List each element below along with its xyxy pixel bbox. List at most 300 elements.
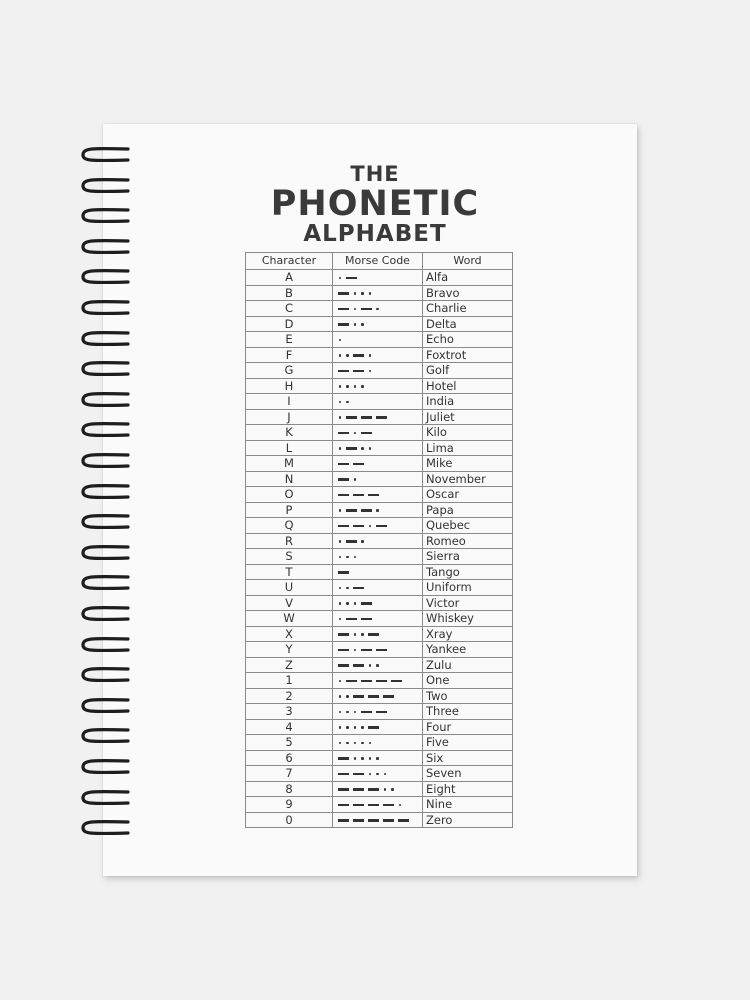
morse-dot: [361, 757, 364, 760]
table-row: [246, 425, 513, 441]
morse-dash: [361, 602, 372, 605]
morse-dash: [338, 525, 349, 528]
spiral-coil: [80, 544, 132, 562]
morse-dot: [399, 804, 402, 807]
word-cell: Romeo: [423, 533, 513, 549]
character-cell: Q: [246, 518, 333, 534]
spiral-coil: [80, 268, 132, 286]
morse-dash: [353, 788, 364, 791]
morse-dot: [369, 370, 372, 373]
morse-dash: [361, 711, 372, 714]
morse-dash: [353, 587, 364, 590]
morse-dash: [353, 354, 364, 357]
morse-dot: [339, 385, 342, 388]
morse-code-cell: [333, 626, 423, 642]
morse-dash: [353, 494, 364, 497]
morse-dot: [346, 354, 349, 357]
morse-dot: [339, 401, 342, 404]
morse-code-cell: [333, 394, 423, 410]
morse-dot: [339, 695, 342, 698]
character-cell: J: [246, 409, 333, 425]
table-row: [246, 642, 513, 658]
word-cell: November: [423, 471, 513, 487]
morse-dot: [354, 633, 357, 636]
word-cell: Golf: [423, 363, 513, 379]
character-cell: 9: [246, 797, 333, 813]
morse-dash: [346, 509, 357, 512]
morse-dot: [361, 292, 364, 295]
table-row: [246, 812, 513, 828]
title-phonetic: PHONETIC: [270, 184, 480, 224]
morse-dot: [354, 432, 357, 435]
morse-dash: [338, 773, 349, 776]
word-cell: Alfa: [423, 270, 513, 286]
spiral-coil: [80, 605, 132, 623]
character-cell: D: [246, 316, 333, 332]
morse-dot: [376, 773, 379, 776]
morse-dash: [383, 819, 394, 822]
morse-code-cell: [333, 797, 423, 813]
morse-dot: [354, 602, 357, 605]
character-cell: 1: [246, 673, 333, 689]
morse-dash: [338, 804, 349, 807]
word-cell: Kilo: [423, 425, 513, 441]
character-cell: 2: [246, 688, 333, 704]
morse-dot: [361, 726, 364, 729]
table-row: [246, 766, 513, 782]
table-row: [246, 409, 513, 425]
morse-dot: [354, 757, 357, 760]
table-row: [246, 378, 513, 394]
spiral-coil: [80, 207, 132, 225]
morse-dot: [369, 664, 372, 667]
morse-dot: [391, 788, 394, 791]
morse-code-cell: [333, 316, 423, 332]
header-morse-code: Morse Code: [333, 253, 423, 270]
morse-dot: [369, 354, 372, 357]
morse-code-cell: [333, 471, 423, 487]
morse-dash: [368, 695, 379, 698]
character-cell: 5: [246, 735, 333, 751]
spiral-coil: [80, 177, 132, 195]
character-cell: B: [246, 285, 333, 301]
spiral-coil: [80, 727, 132, 745]
word-cell: Seven: [423, 766, 513, 782]
character-cell: N: [246, 471, 333, 487]
morse-dash: [338, 649, 349, 652]
morse-dot: [361, 742, 364, 745]
morse-dash: [346, 618, 357, 621]
word-cell: Nine: [423, 797, 513, 813]
morse-dash: [353, 804, 364, 807]
morse-dot: [346, 556, 349, 559]
morse-dash: [368, 494, 379, 497]
table-row: [246, 518, 513, 534]
character-cell: R: [246, 533, 333, 549]
table-row: [246, 688, 513, 704]
morse-dash: [383, 695, 394, 698]
morse-dash: [338, 292, 349, 295]
spiral-coil: [80, 513, 132, 531]
morse-dot: [361, 633, 364, 636]
table-row: [246, 502, 513, 518]
word-cell: Six: [423, 750, 513, 766]
table-row: [246, 781, 513, 797]
morse-dot: [361, 385, 364, 388]
morse-dash: [353, 370, 364, 373]
morse-code-cell: [333, 440, 423, 456]
morse-dot: [376, 664, 379, 667]
morse-dash: [361, 416, 372, 419]
morse-dot: [339, 354, 342, 357]
morse-dot: [369, 525, 372, 528]
title-the: THE: [350, 162, 400, 186]
table-row: [246, 471, 513, 487]
morse-code-cell: [333, 688, 423, 704]
word-cell: Xray: [423, 626, 513, 642]
word-cell: Foxtrot: [423, 347, 513, 363]
table-row: [246, 704, 513, 720]
morse-code-cell: [333, 533, 423, 549]
morse-dot: [354, 711, 357, 714]
morse-dot: [339, 509, 342, 512]
table-row: [246, 797, 513, 813]
table-row: [246, 363, 513, 379]
word-cell: Uniform: [423, 580, 513, 596]
morse-code-cell: [333, 735, 423, 751]
word-cell: Charlie: [423, 301, 513, 317]
word-cell: India: [423, 394, 513, 410]
spiral-coil: [80, 299, 132, 317]
spiral-coil: [80, 483, 132, 501]
morse-dash: [368, 726, 379, 729]
morse-dash: [338, 571, 349, 574]
morse-dash: [338, 323, 349, 326]
morse-code-cell: [333, 270, 423, 286]
morse-dash: [338, 819, 349, 822]
word-cell: Echo: [423, 332, 513, 348]
morse-code-cell: [333, 285, 423, 301]
character-cell: S: [246, 549, 333, 565]
morse-dot: [354, 742, 357, 745]
character-cell: Z: [246, 657, 333, 673]
title-alphabet: ALPHABET: [303, 221, 447, 247]
morse-dash: [368, 819, 379, 822]
morse-dot: [354, 308, 357, 311]
table-row: [246, 285, 513, 301]
morse-dot: [369, 757, 372, 760]
morse-dot: [354, 323, 357, 326]
table-header-row: [246, 253, 513, 270]
morse-dot: [339, 416, 342, 419]
morse-dot: [346, 385, 349, 388]
morse-dash: [368, 788, 379, 791]
morse-code-cell: [333, 564, 423, 580]
spiral-coil: [80, 330, 132, 348]
spiral-coil: [80, 360, 132, 378]
word-cell: Oscar: [423, 487, 513, 503]
morse-dash: [361, 649, 372, 652]
morse-dash: [398, 819, 409, 822]
morse-dot: [339, 339, 342, 342]
morse-dot: [354, 292, 357, 295]
phonetic-table: [245, 252, 513, 828]
character-cell: 3: [246, 704, 333, 720]
word-cell: Yankee: [423, 642, 513, 658]
morse-code-cell: [333, 657, 423, 673]
morse-code-cell: [333, 301, 423, 317]
morse-code-cell: [333, 425, 423, 441]
character-cell: E: [246, 332, 333, 348]
character-cell: P: [246, 502, 333, 518]
character-cell: V: [246, 595, 333, 611]
spiral-binding: [80, 140, 132, 860]
morse-dash: [361, 618, 372, 621]
morse-code-cell: [333, 719, 423, 735]
character-cell: 0: [246, 812, 333, 828]
morse-dash: [361, 308, 372, 311]
morse-dash: [361, 680, 372, 683]
morse-code-cell: [333, 409, 423, 425]
morse-dot: [339, 556, 342, 559]
morse-dot: [346, 587, 349, 590]
morse-dot: [339, 587, 342, 590]
character-cell: I: [246, 394, 333, 410]
morse-dash: [361, 432, 372, 435]
table-row: [246, 750, 513, 766]
spiral-coil: [80, 452, 132, 470]
table-row: [246, 549, 513, 565]
morse-dot: [339, 277, 342, 280]
morse-dash: [376, 525, 387, 528]
spiral-coil: [80, 391, 132, 409]
morse-dash: [376, 649, 387, 652]
morse-dash: [346, 277, 357, 280]
morse-dash: [338, 664, 349, 667]
word-cell: Juliet: [423, 409, 513, 425]
word-cell: Sierra: [423, 549, 513, 565]
word-cell: Two: [423, 688, 513, 704]
table-row: [246, 657, 513, 673]
spiral-coil: [80, 819, 132, 837]
table-row: [246, 456, 513, 472]
morse-dash: [383, 804, 394, 807]
morse-dot: [384, 788, 387, 791]
morse-dot: [354, 478, 357, 481]
morse-dot: [339, 540, 342, 543]
table-row: [246, 316, 513, 332]
character-cell: 6: [246, 750, 333, 766]
morse-dot: [346, 711, 349, 714]
table-row: [246, 626, 513, 642]
table-row: [246, 440, 513, 456]
character-cell: 7: [246, 766, 333, 782]
morse-dash: [338, 370, 349, 373]
morse-code-cell: [333, 487, 423, 503]
morse-dash: [376, 416, 387, 419]
morse-dot: [346, 401, 349, 404]
spiral-coil: [80, 238, 132, 256]
header-word: Word: [423, 253, 513, 270]
morse-dot: [376, 757, 379, 760]
morse-dash: [346, 540, 357, 543]
word-cell: Lima: [423, 440, 513, 456]
spiral-coil: [80, 636, 132, 654]
character-cell: F: [246, 347, 333, 363]
character-cell: G: [246, 363, 333, 379]
table-row: [246, 735, 513, 751]
morse-code-cell: [333, 456, 423, 472]
morse-dot: [361, 447, 364, 450]
morse-dot: [339, 711, 342, 714]
word-cell: Papa: [423, 502, 513, 518]
morse-dot: [346, 726, 349, 729]
morse-dash: [338, 633, 349, 636]
morse-code-cell: [333, 378, 423, 394]
spiral-coil: [80, 789, 132, 807]
morse-dash: [391, 680, 402, 683]
character-cell: C: [246, 301, 333, 317]
morse-dot: [339, 618, 342, 621]
morse-code-cell: [333, 642, 423, 658]
morse-dot: [339, 726, 342, 729]
morse-code-cell: [333, 611, 423, 627]
table-row: [246, 673, 513, 689]
character-cell: 8: [246, 781, 333, 797]
spiral-coil: [80, 574, 132, 592]
spiral-coil: [80, 421, 132, 439]
morse-code-cell: [333, 750, 423, 766]
morse-dot: [369, 292, 372, 295]
morse-code-cell: [333, 518, 423, 534]
word-cell: Delta: [423, 316, 513, 332]
morse-code-cell: [333, 766, 423, 782]
character-cell: T: [246, 564, 333, 580]
morse-dash: [361, 509, 372, 512]
table-row: [246, 564, 513, 580]
table-row: [246, 595, 513, 611]
table-row: [246, 301, 513, 317]
morse-code-cell: [333, 363, 423, 379]
morse-code-cell: [333, 549, 423, 565]
morse-dash: [353, 664, 364, 667]
character-cell: M: [246, 456, 333, 472]
morse-dash: [346, 416, 357, 419]
morse-dash: [353, 463, 364, 466]
table-row: [246, 533, 513, 549]
morse-code-cell: [333, 332, 423, 348]
spiral-coil: [80, 146, 132, 164]
word-cell: Tango: [423, 564, 513, 580]
morse-dot: [354, 726, 357, 729]
morse-dash: [353, 773, 364, 776]
character-cell: H: [246, 378, 333, 394]
morse-dot: [346, 742, 349, 745]
morse-dot: [346, 602, 349, 605]
morse-code-cell: [333, 812, 423, 828]
table-row: [246, 487, 513, 503]
table-row: [246, 347, 513, 363]
morse-dot: [361, 323, 364, 326]
word-cell: Quebec: [423, 518, 513, 534]
morse-dash: [353, 525, 364, 528]
morse-dash: [353, 695, 364, 698]
morse-dot: [376, 308, 379, 311]
morse-dot: [339, 742, 342, 745]
morse-dot: [369, 742, 372, 745]
word-cell: Zero: [423, 812, 513, 828]
word-cell: Zulu: [423, 657, 513, 673]
morse-code-cell: [333, 502, 423, 518]
character-cell: A: [246, 270, 333, 286]
morse-dot: [339, 447, 342, 450]
morse-dot: [354, 649, 357, 652]
word-cell: Four: [423, 719, 513, 735]
morse-code-cell: [333, 673, 423, 689]
spiral-coil: [80, 758, 132, 776]
morse-dot: [384, 773, 387, 776]
word-cell: Eight: [423, 781, 513, 797]
morse-dash: [338, 432, 349, 435]
morse-dash: [338, 757, 349, 760]
word-cell: One: [423, 673, 513, 689]
character-cell: 4: [246, 719, 333, 735]
spiral-coil: [80, 697, 132, 715]
morse-dash: [338, 494, 349, 497]
morse-dash: [338, 788, 349, 791]
table-row: [246, 580, 513, 596]
morse-dash: [338, 308, 349, 311]
page-title: [245, 162, 505, 246]
morse-dot: [346, 695, 349, 698]
morse-dash: [376, 680, 387, 683]
character-cell: K: [246, 425, 333, 441]
table-row: [246, 270, 513, 286]
morse-dot: [376, 509, 379, 512]
table-row: [246, 332, 513, 348]
character-cell: O: [246, 487, 333, 503]
word-cell: Five: [423, 735, 513, 751]
morse-code-cell: [333, 595, 423, 611]
morse-code-cell: [333, 704, 423, 720]
word-cell: Mike: [423, 456, 513, 472]
morse-dash: [338, 478, 349, 481]
morse-dash: [376, 711, 387, 714]
table-row: [246, 611, 513, 627]
morse-dot: [369, 447, 372, 450]
table-row: [246, 719, 513, 735]
word-cell: Three: [423, 704, 513, 720]
word-cell: Whiskey: [423, 611, 513, 627]
word-cell: Victor: [423, 595, 513, 611]
morse-code-cell: [333, 781, 423, 797]
morse-dot: [369, 773, 372, 776]
character-cell: U: [246, 580, 333, 596]
morse-dot: [339, 680, 342, 683]
morse-code-cell: [333, 347, 423, 363]
morse-dot: [354, 385, 357, 388]
morse-dash: [368, 633, 379, 636]
morse-dash: [368, 804, 379, 807]
morse-dash: [346, 447, 357, 450]
character-cell: X: [246, 626, 333, 642]
header-character: Character: [246, 253, 333, 270]
morse-code-cell: [333, 580, 423, 596]
word-cell: Bravo: [423, 285, 513, 301]
morse-dash: [338, 463, 349, 466]
character-cell: W: [246, 611, 333, 627]
spiral-coil: [80, 666, 132, 684]
